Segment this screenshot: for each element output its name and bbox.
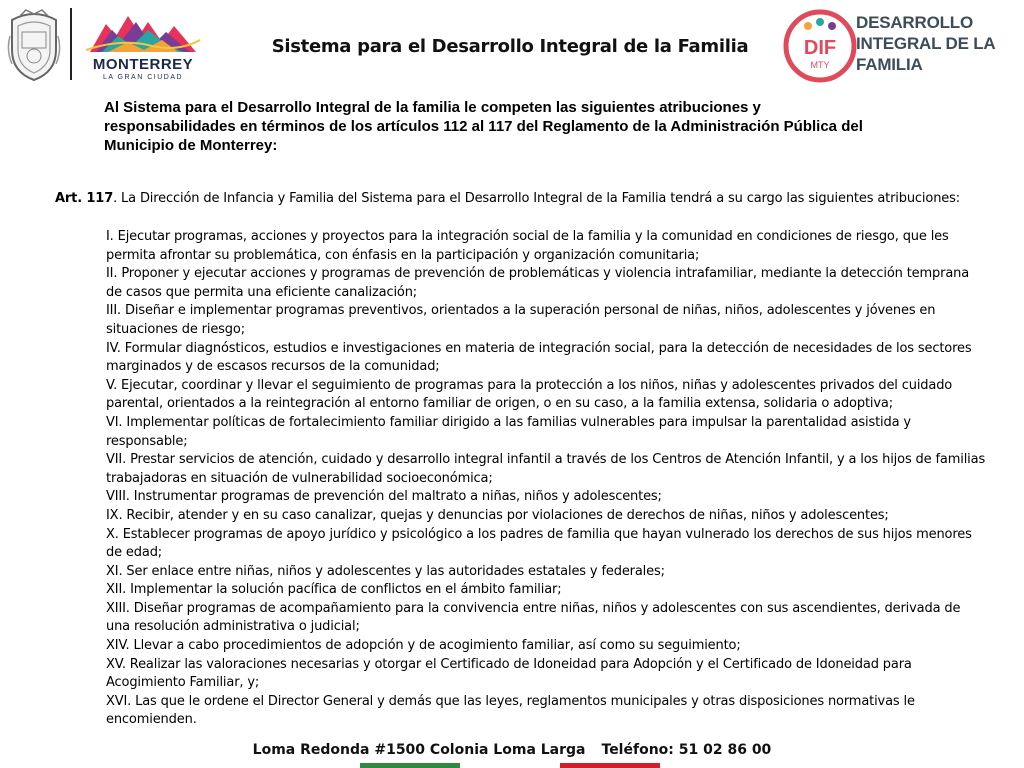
list-item: IX. Recibir, atender y en su caso canalizar, quejas y denuncias por violaciones de derechos de niñas, niños y adolescentes; — [106, 507, 889, 523]
list-item: XIV. Llevar a cabo procedimientos de adopción y de acogimiento familiar, así como su seguimiento; — [106, 638, 741, 654]
list-item: V. Ejecutar, coordinar y llevar el seguimiento de programas para la protección a los niños, niñas y adolescentes privados del cuidado parental, orientados a la reintegración al entorno familiar de origen, o en su caso, a la familia extensa, solidaria o adoptiva; — [106, 377, 953, 412]
dif-wordmark-line: INTEGRAL DE LA — [856, 34, 996, 53]
list-item: I. Ejecutar programas, acciones y proyectos para la integración social de la familia y la comunidad en condiciones de riesgo, que les permita afrontar su problemática, con énfasis en la participación y organización comunitaria; — [106, 229, 949, 263]
monterrey-logo — [82, 6, 204, 86]
dif-badge-text: DIF — [803, 37, 837, 59]
list-item: VII. Prestar servicios de atención, cuidado y desarrollo integral infantil a través de los Centros de Atención Infantil, y a los hijos de familias trabajadoras en situación de vulnerabilidad socioeconómica; — [106, 452, 986, 486]
dif-wordmark — [856, 12, 1024, 75]
list-item: X. Establecer programas de apoyo jurídico y psicológico a los padres de familia que hayan vulnerado los derechos de sus hijos menores de edad; — [106, 526, 972, 561]
dif-wordmark-line: FAMILIA — [856, 55, 923, 74]
dif-wordmark-line: DESARROLLO — [856, 13, 974, 32]
article-heading — [55, 190, 995, 209]
header-divider — [70, 8, 72, 80]
list-item: II. Proponer y ejecutar acciones y programas de prevención de problemáticas y violencia intrafamiliar, mediante la detección temprana de casos que permita una eficiente canalización; — [106, 266, 970, 300]
footer-stripe-red — [560, 763, 660, 768]
article-number: Art. 117 — [55, 191, 114, 206]
list-item: IV. Formular diagnósticos, estudios e investigaciones en materia de integración social, para la detección de necesidades de los sectores marginados y de escasos recursos de la comunidad; — [106, 340, 972, 375]
list-item: XVI. Las que le ordene el Director General y demás que las leyes, reglamentos municipales y otras disposiciones normativas le encomienden. — [106, 693, 915, 728]
list-item: XI. Ser enlace entre niñas, niños y adolescentes y las autoridades estatales y federales; — [106, 563, 665, 579]
list-item: XIII. Diseñar programas de acompañamiento para la convivencia entre niñas, niños y adolescentes con sus ascendientes, derivada de una resolución administrativa o judicial; — [106, 600, 961, 635]
footer-phone: Teléfono: 51 02 86 00 — [601, 742, 772, 758]
list-item: XII. Implementar la solución pacífica de conflictos en el ámbito familiar; — [106, 582, 562, 598]
coat-of-arms-logo — [6, 6, 62, 82]
monterrey-tagline: LA GRAN CIUDAD — [102, 74, 184, 81]
footer-address: Loma Redonda #1500 Colonia Loma Larga — [252, 742, 586, 758]
list-item: XV. Realizar las valoraciones necesarias y otorgar el Certificado de Idoneidad para Adopción y el Certificado de Idoneidad para Acogimiento Familiar, y; — [106, 656, 912, 691]
page-header — [0, 0, 1024, 92]
monterrey-wordmark: MONTERREY — [92, 56, 194, 73]
dif-logo-icon — [782, 8, 858, 84]
dif-badge-sub: MTY — [810, 60, 830, 70]
list-item: VIII. Instrumentar programas de prevención del maltrato a niñas, niños y adolescentes; — [106, 489, 662, 505]
list-item: III. Diseñar e implementar programas preventivos, orientados a la superación personal de niñas, niños, adolescentes y jóvenes en situaciones de riesgo; — [106, 303, 936, 337]
page-title: Sistema para el Desarrollo Integral de la Familia — [271, 36, 749, 57]
attributions-list — [106, 228, 986, 730]
article-text: . La Dirección de Infancia y Familia del Sistema para el Desarrollo Integral de la Familia tendrá a su cargo las siguientes atribuciones: — [113, 191, 960, 206]
list-item: VI. Implementar políticas de fortalecimiento familiar dirigido a las familias vulnerables para impulsar la parentalidad asistida y responsable; — [106, 414, 911, 449]
footer-stripe-green — [360, 763, 460, 768]
intro-paragraph: Al Sistema para el Desarrollo Integral de la familia le competen las siguientes atribuciones y responsabilidades en términos de los artículos 112 al 117 del Reglamento de la Administración Pública del Municipio de Monterrey: — [104, 99, 863, 154]
mountain-icon — [82, 6, 204, 56]
footer-contact — [0, 742, 1024, 758]
